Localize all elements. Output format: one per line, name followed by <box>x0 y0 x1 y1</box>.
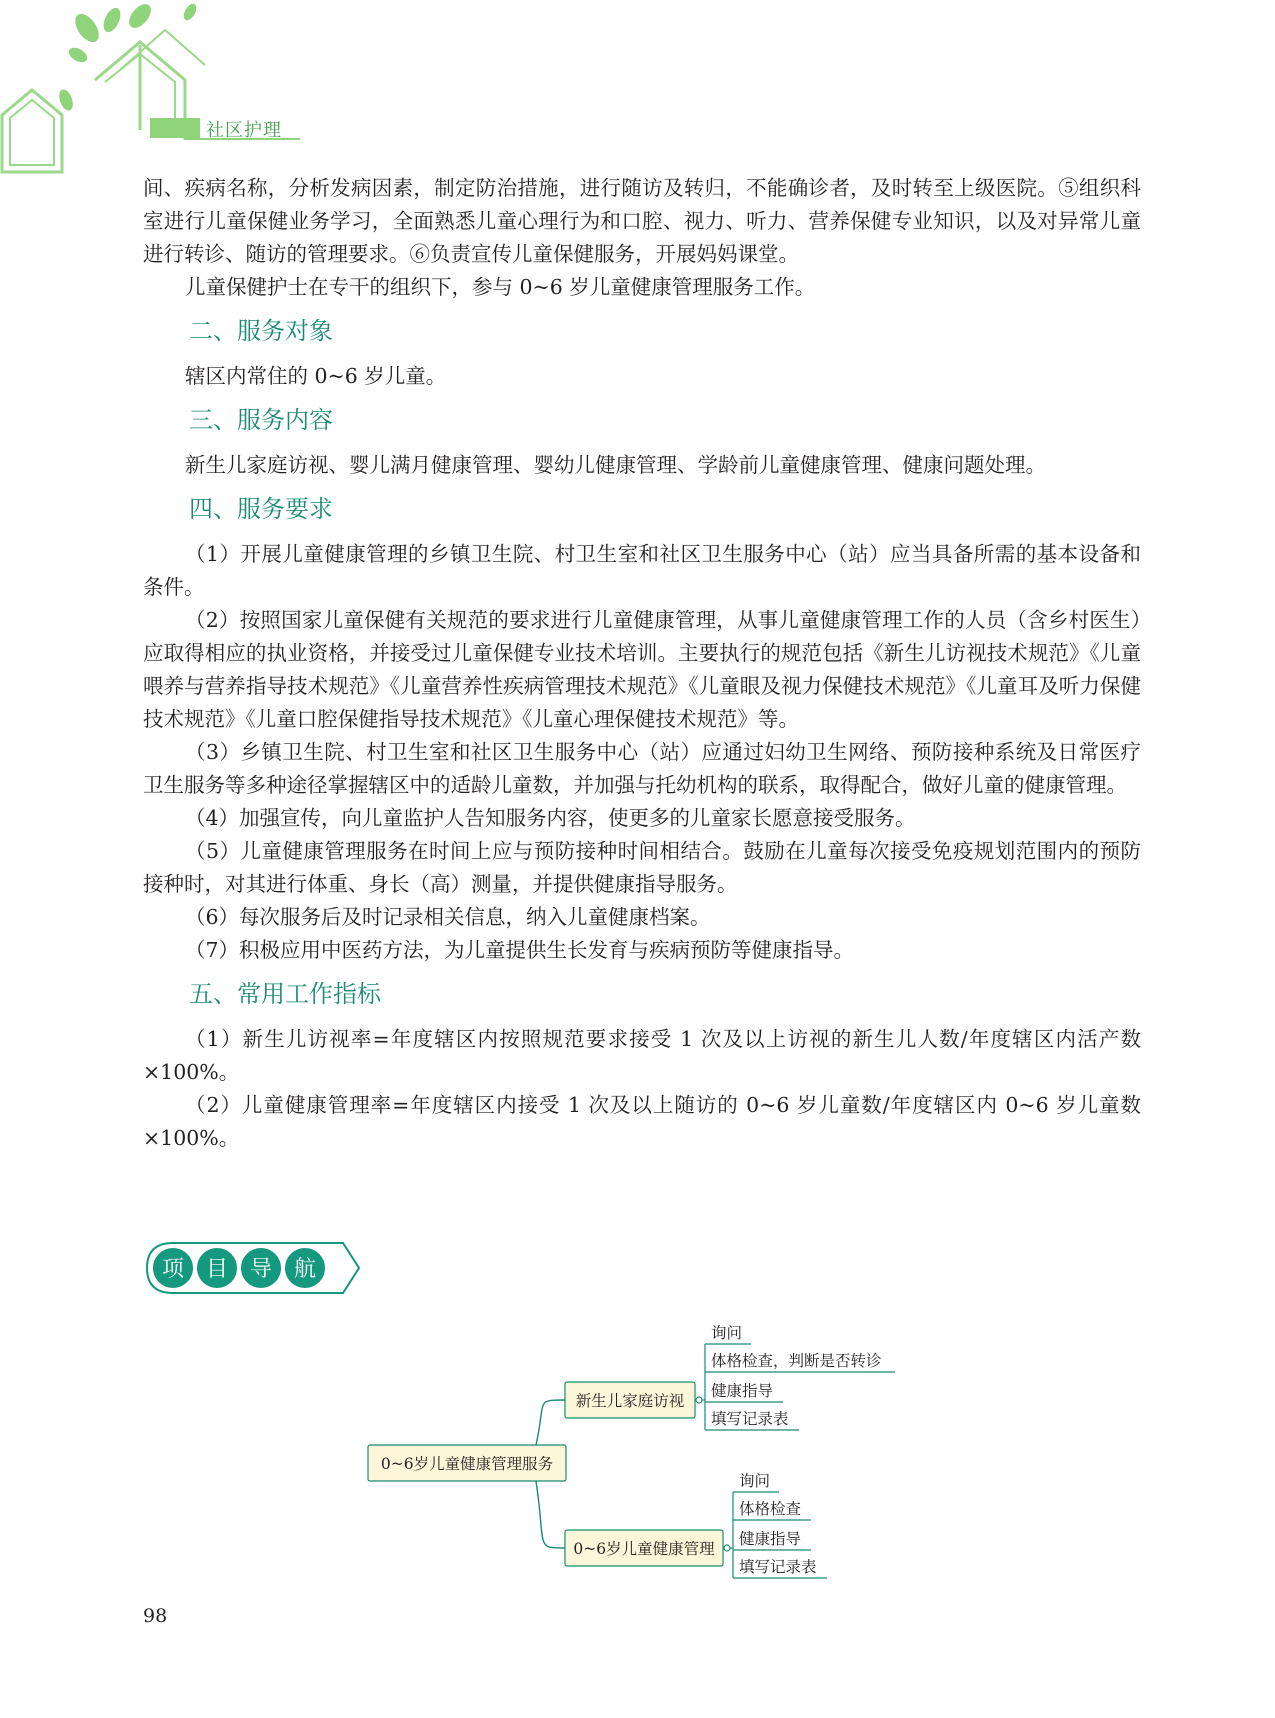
list-item: （2）儿童健康管理率=年度辖区内接受 1 次及以上随访的 0~6 岁儿童数/年度辖区内 0~6 岁儿童数×100%。 <box>143 1093 1141 1150</box>
mind-map-diagram <box>360 1300 930 1600</box>
section-heading: 五、常用工作指标 <box>189 980 381 1008</box>
list-item: （1）开展儿童健康管理的乡镇卫生院、村卫生室和社区卫生服务中心（站）应当具备所需的基本设备和条件。 <box>143 542 1141 599</box>
section-heading: 三、服务内容 <box>189 406 333 434</box>
mindmap-leaf: 健康指导 <box>739 1530 802 1548</box>
list-item: （4）加强宣传，向儿童监护人告知服务内容，使更多的儿童家长愿意接受服务。 <box>185 806 916 830</box>
mindmap-branch: 新生儿家庭访视 <box>575 1392 685 1410</box>
mindmap-leaf: 体格检查，判断是否转诊 <box>711 1352 882 1370</box>
list-item: （2）按照国家儿童保健有关规范的要求进行儿童健康管理，从事儿童健康管理工作的人员（含乡村医生）应取得相应的执业资格，并接受过儿童保健专业技术培训。主要执行的规范包括《新生儿访视技术规范》《儿童喂养与营养指导技术规范》《儿童营养性疾病管理技术规范》《儿童眼及视力保健技术规范》《儿童耳及听力保健技术规范》《儿童口腔保健指导技术规范》《儿童心理保健技术规范》等。 <box>143 608 1141 731</box>
mindmap-leaf: 询问 <box>739 1472 771 1490</box>
list-item: （1）新生儿访视率=年度辖区内按照规范要求接受 1 次及以上访视的新生儿人数/年度辖区内活产数×100%。 <box>143 1027 1141 1084</box>
paragraph: 辖区内常住的 0~6 岁儿童。 <box>185 364 447 388</box>
section-heading: 四、服务要求 <box>189 495 333 523</box>
house-icon <box>2 30 205 172</box>
header-bar <box>150 118 200 138</box>
paragraph: 新生儿家庭访视、婴儿满月健康管理、婴幼儿健康管理、学龄前儿童健康管理、健康问题处理。 <box>185 453 1046 477</box>
section-heading: 二、服务对象 <box>189 317 333 345</box>
list-item: （6）每次服务后及时记录相关信息，纳入儿童健康档案。 <box>185 905 711 929</box>
header-decoration <box>0 0 300 180</box>
mindmap-connector <box>536 1400 565 1445</box>
nav-char: 目 <box>205 1257 229 1282</box>
mindmap-connector <box>536 1481 565 1548</box>
paragraph: 儿童保健护士在专干的组织下，参与 0~6 岁儿童健康管理服务工作。 <box>185 275 816 299</box>
mindmap-leaf: 询问 <box>711 1324 743 1342</box>
paragraph: 间、疾病名称，分析发病因素，制定防治措施，进行随访及转归，不能确诊者，及时转至上级医院。⑤组织科室进行儿童保健业务学习，全面熟悉儿童心理行为和口腔、视力、听力、营养保健专业知识，以及对异常儿童进行转诊、随访的管理要求。⑥负责宣传儿童保健服务，开展妈妈课堂。 <box>143 176 1141 266</box>
page-number: 98 <box>143 1605 168 1627</box>
mindmap-leaf: 填写记录表 <box>711 1410 789 1428</box>
nav-char: 航 <box>293 1257 317 1282</box>
mindmap-root: 0~6岁儿童健康管理服务 <box>380 1455 554 1473</box>
page-content <box>143 172 1141 1155</box>
mindmap-branch: 0~6岁儿童健康管理 <box>573 1540 715 1558</box>
mindmap-node-dot <box>696 1397 702 1403</box>
list-item: （7）积极应用中医药方法，为儿童提供生长发育与疾病预防等健康指导。 <box>185 938 855 962</box>
mindmap-leaf: 健康指导 <box>711 1382 774 1400</box>
mindmap-node-dot <box>724 1545 730 1551</box>
list-item: （3）乡镇卫生院、村卫生室和社区卫生服务中心（站）应通过妇幼卫生网络、预防接种系统及日常医疗卫生服务等多种途径掌握辖区中的适龄儿童数，并加强与托幼机构的联系，取得配合，做好儿童的健康管理。 <box>143 740 1141 797</box>
nav-char: 导 <box>249 1257 273 1282</box>
project-navigation-badge <box>143 1237 363 1299</box>
header-section-label: 社区护理 <box>206 120 282 141</box>
leaf-icon <box>57 0 199 112</box>
nav-char: 项 <box>161 1257 185 1282</box>
mindmap-leaf: 填写记录表 <box>739 1558 817 1576</box>
list-item: （5）儿童健康管理服务在时间上应与预防接种时间相结合。鼓励在儿童每次接受免疫规划范围内的预防接种时，对其进行体重、身长（高）测量，并提供健康指导服务。 <box>143 839 1141 896</box>
mindmap-leaf: 体格检查 <box>739 1500 802 1518</box>
